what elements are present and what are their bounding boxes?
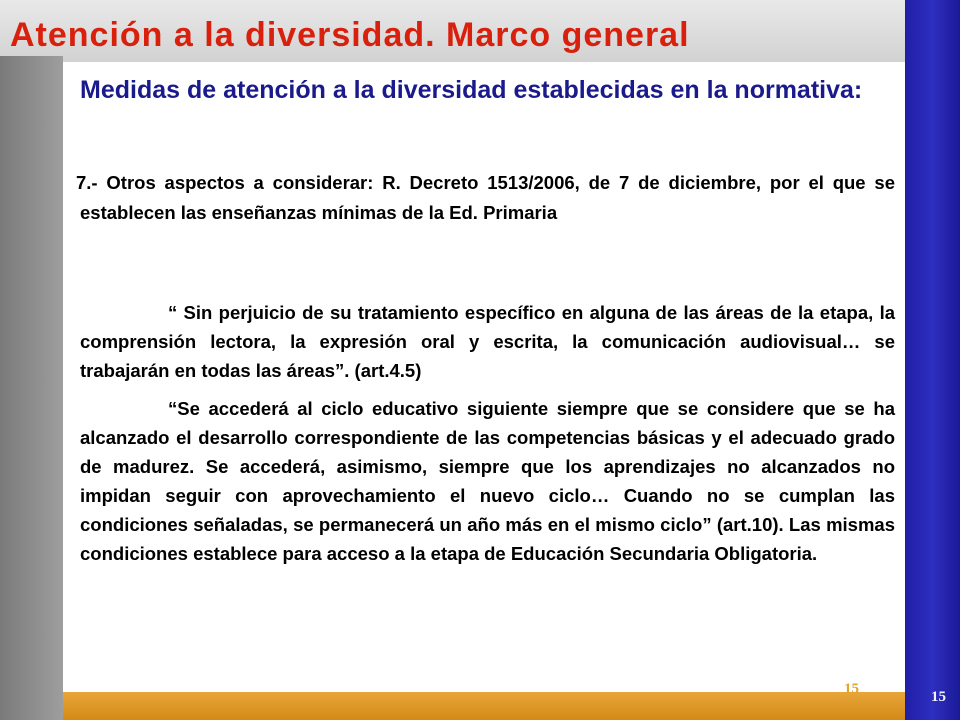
- left-decorative-bar: [0, 56, 63, 720]
- slide-number: 15: [844, 681, 859, 697]
- paragraph-quote-art-4-5: “ Sin perjuicio de su tratamiento específico en alguna de las áreas de la etapa, la comprensión lectora, la expresión oral y escrita, la comunicación audiovisual… se trabajarán en todas las áreas”. (art.4.5): [80, 302, 895, 381]
- right-decorative-bar: [905, 0, 960, 720]
- slide-subtitle: Medidas de atención a la diversidad establecidas en la normativa:: [80, 76, 863, 104]
- bottom-decorative-bar: [63, 692, 905, 720]
- slide-number-footer: 15: [931, 689, 946, 705]
- paragraph-quote-art-10: “Se accederá al ciclo educativo siguiente siempre que se considere que se ha alcanzado el desarrollo correspondiente de las competencias básicas y el adecuado grado de madurez. Se accederá, asimismo, siempre que los aprendizajes no alcanzados no impidan seguir con aprovechamiento el nuevo ciclo… Cuando no se cumplan las condiciones señaladas, se permanecerá un año más en el mismo ciclo” (art.10). Las mismas condiciones establece para acceso a la etapa de Educación Secundaria Obligatoria.: [80, 398, 895, 564]
- paragraph-decree: 7.- Otros aspectos a considerar: R. Decreto 1513/2006, de 7 de diciembre, por el que se establecen las enseñanzas mínimas de la Ed. Primaria: [76, 172, 895, 223]
- slide-title: Atención a la diversidad. Marco general: [10, 16, 690, 54]
